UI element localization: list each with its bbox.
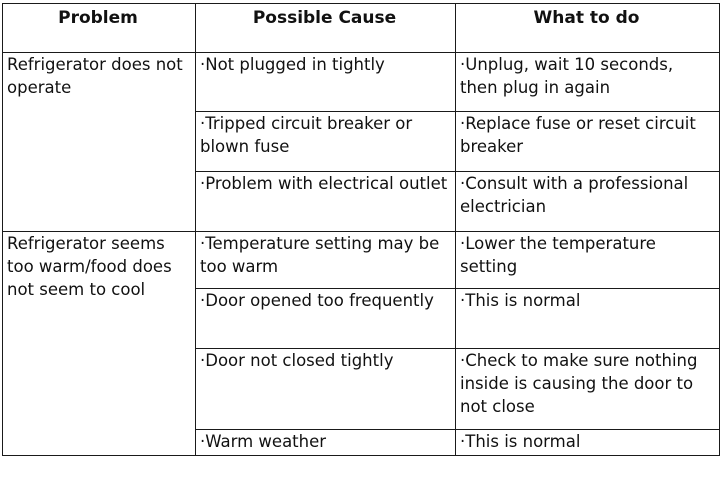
action-cell: ·Consult with a professional electrician bbox=[456, 172, 720, 232]
header-possible-cause: Possible Cause bbox=[196, 4, 456, 53]
cause-cell: ·Door not closed tightly bbox=[196, 349, 456, 430]
header-problem: Problem bbox=[3, 4, 196, 53]
action-cell: ·Check to make sure nothing inside is causing the door to not close bbox=[456, 349, 720, 430]
action-cell: ·This is normal bbox=[456, 289, 720, 349]
problem-cell: Refrigerator seems too warm/food does not seem to cool bbox=[3, 232, 196, 456]
action-cell: ·Lower the temperature setting bbox=[456, 232, 720, 289]
cause-cell: ·Warm weather bbox=[196, 430, 456, 456]
cause-cell: ·Problem with electrical outlet bbox=[196, 172, 456, 232]
header-what-to-do: What to do bbox=[456, 4, 720, 53]
header-row bbox=[3, 4, 720, 53]
action-cell: ·Replace fuse or reset circuit breaker bbox=[456, 112, 720, 172]
cause-cell: ·Door opened too frequently bbox=[196, 289, 456, 349]
table-row bbox=[3, 232, 720, 289]
problem-cell: Refrigerator does not operate bbox=[3, 53, 196, 232]
action-cell: ·This is normal bbox=[456, 430, 720, 456]
troubleshooting-table bbox=[2, 3, 720, 456]
cause-cell: ·Temperature setting may be too warm bbox=[196, 232, 456, 289]
cause-cell: ·Not plugged in tightly bbox=[196, 53, 456, 112]
cause-cell: ·Tripped circuit breaker or blown fuse bbox=[196, 112, 456, 172]
table-row bbox=[3, 53, 720, 112]
action-cell: ·Unplug, wait 10 seconds, then plug in again bbox=[456, 53, 720, 112]
